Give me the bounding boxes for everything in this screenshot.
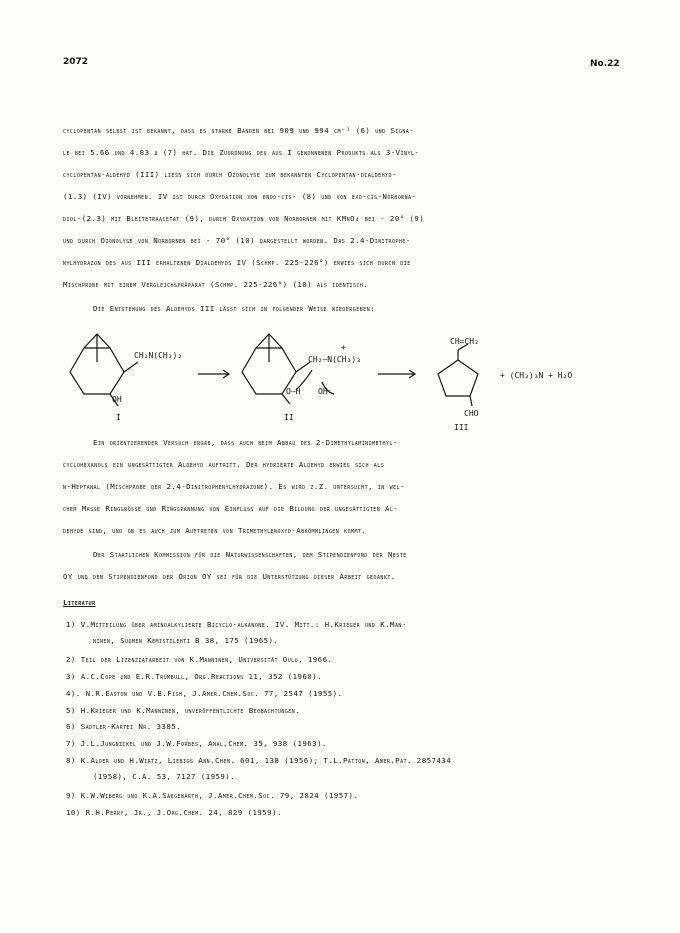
para2-text: Die Entstehung des Aldehyds III lässt sich in folgender Weise wiedergeben:	[93, 304, 375, 313]
para3-line-4: chem Masse Ringgrösse und Ringspannung von Einfluss auf die Bildung der ungesättigten Al-	[63, 504, 399, 513]
substituent-ch2nme2: CH₂N(CH₃)₂	[134, 351, 183, 360]
reference-item: ninen, Suomen Kemistilehti B 38, 175 (1965).	[93, 636, 279, 645]
substituent-ch2nme3: CH₂–N(CH₃)₃	[308, 355, 361, 364]
para1-line-8: Mischprobe mit einem Vergleichspräparat (Schmp. 225-226°) (10) als identisch.	[63, 280, 369, 289]
para3-line-1: Ein orientierender Versuch ergab, dass auch beim Abbau des 2-Dimethylaminomethyl-	[93, 438, 398, 447]
reference-item: 10) R.H.Perry, Jr., J.Org.Chem. 24, 829 (1959).	[66, 808, 282, 817]
reference-item: 5) H.Krieger und K.Manninen, unveröffentlichte Beobachtungen.	[66, 706, 301, 715]
para4-line-2: OY und dem Stipendienfond der Orion OY sei für die Unterstützung dieser Arbeit gedankt.	[63, 572, 396, 581]
hydroxide-ion: OH⁻	[318, 387, 333, 396]
para1-line-4: (1.3) (IV) vornehmen. IV ist durch Oxydation von endo-cis- (8) und von exo-cis-Norborna-	[63, 192, 417, 201]
reference-item: 6) Sadtler-Kartei Nr. 3385.	[66, 722, 182, 731]
compound-label-III: III	[454, 423, 469, 432]
para3-line-2: cyclohexanols ein ungesättigter Aldehyd auftritt. Der hydrierte Aldehyd erwies sich als	[63, 460, 385, 469]
positive-charge: +	[341, 343, 346, 352]
para1-line-6: und durch Ozonolyse von Norbornen bei - 70° (10) dargestellt worden. Das 2.4-Dinitrophe-	[63, 236, 411, 245]
page-number: 2072	[63, 57, 89, 67]
issue-number: No.22	[590, 59, 620, 69]
reaction-scheme	[60, 322, 620, 432]
reference-item: 2) Teil der Lizenziatarbeit von K.Manninen, Universität Oulu, 1966.	[66, 655, 333, 664]
reference-item: 7) J.L.Jungnickel und J.W.Forbes, Anal.Chem. 35, 938 (1963).	[66, 739, 327, 748]
compound-label-II: II	[284, 413, 294, 422]
para1-line-5: diol-(2.3) mit Bleitetraacetat (9), durch Oxydation von Norbornen mit KMnO₄ bei - 20° (9)	[63, 214, 425, 223]
o-h-label: O–H	[286, 387, 301, 396]
para4-line-1: Der Staatlichen Kommission für die Naturwissenschaften, dem Stipendienfond der Neste	[93, 550, 407, 559]
literature-heading: Literatur	[63, 598, 96, 607]
vinyl-group: CH=CH₂	[450, 337, 479, 346]
reference-item: 1) V.Mitteilung über aminoalkylierte Bicyclo-alkanone. IV. Mitt.: H.Krieger und K.Man-	[66, 620, 407, 629]
para3-line-5: dehyde sind, und ob es auch zum Auftreten von Trimethylenoxyd-Abkömmlingen kommt.	[63, 526, 367, 535]
byproducts: + (CH₃)₃N + H₂O	[500, 371, 573, 380]
reference-item: (1958), C.A. 53, 7127 (1959).	[93, 772, 236, 781]
para3-line-3: n-Heptanal (Mischprobe der 2.4-Dinitrophenylhydrazone). Es wird z.Z. untersucht, in wel-	[63, 482, 405, 491]
reference-item: 8) K.Alder und H.Wirtz, Liebigs Ann.Chem. 601, 138 (1956); T.L.Patton, Amer.Pat. 2857434	[66, 756, 452, 765]
hydroxy-label-I: OH	[112, 395, 122, 404]
reference-item: 3) A.C.Cope und E.R.Trumbull, Org.Reactions 11, 352 (1960).	[66, 672, 322, 681]
compound-label-I: I	[116, 413, 121, 422]
para1-line-3: cyclopentan-aldehyd (III) liess sich durch Ozonolyse zum bekannten Cyclopentan-dialdehyd-	[63, 170, 397, 179]
reference-item: 9) K.W.Wiberg und K.A.Saegebarth, J.Amer.Chem.Soc. 79, 2824 (1957).	[66, 791, 359, 800]
para1-line-1: cyclopentan selbst ist bekannt, dass es starke Banden bei 909 und 994 cm⁻¹ (6) und Signa-	[63, 126, 415, 135]
norbornane-structure-I	[70, 334, 138, 406]
cyclopentane-structure-III	[438, 344, 478, 406]
aldehyde-group: CHO	[464, 409, 479, 418]
para1-line-7: nylhydrazon des aus III erhaltenen Dialdehyds IV (Schmp. 225-226°) erwies sich durch die	[63, 258, 411, 267]
para1-line-2: le bei 5.66 und 4.83 δ (7) hat. Die Zuordnung des aus I gewonnenen Produkts als 3-Vinyl-	[63, 148, 420, 157]
reference-item: 4). N.R.Easton und V.B.Fish, J.Amer.Chem.Soc. 77, 2547 (1955).	[66, 689, 343, 698]
